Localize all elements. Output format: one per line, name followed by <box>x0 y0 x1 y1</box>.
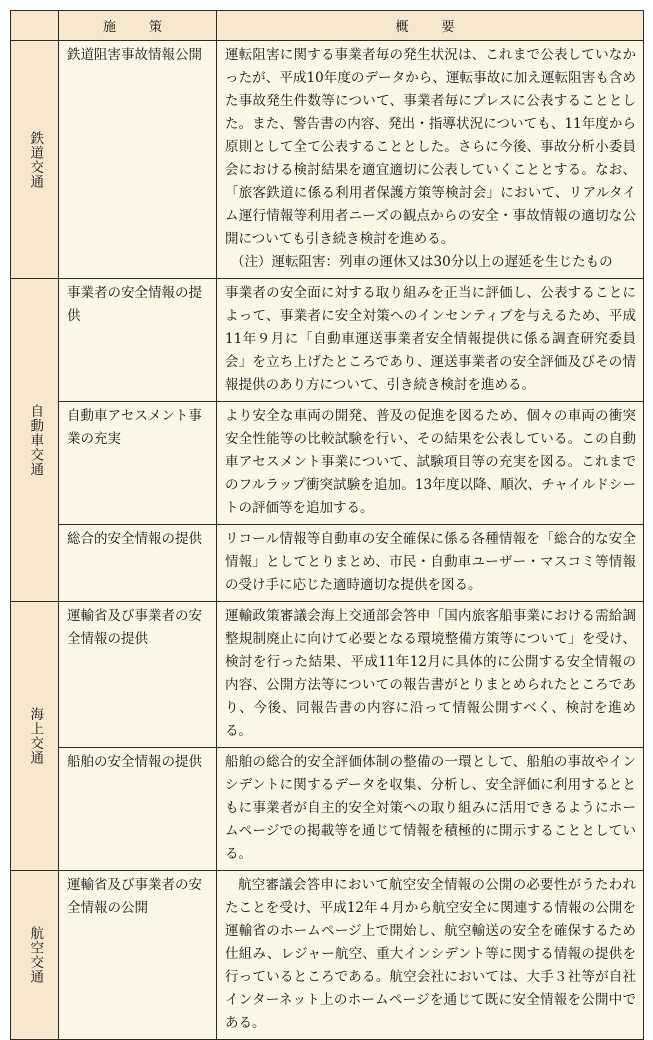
table-row <box>11 602 644 748</box>
summary-text: 船舶の総合的安全評価体制の整備の一環として、船舶の事故やインシデントに関するデータを収集、分析し、安全評価に利用するとともに事業者が自主的安全対策への取り組みに活用できるようにホームページでの掲載等を通じて情報を積極的に開示することとしている。 <box>225 754 636 862</box>
table-row <box>11 279 644 402</box>
summary-text: より安全な車両の開発、普及の促進を図るため、個々の車両の衝突安全性能等の比較試験を行い、その結果を公表している。この自動車アセスメント事業について、試験項目等の充実を図る。これまでのフルラップ衝突試験を追加。13年度以降、順次、チャイルドシートの評価等を追加する。 <box>225 408 636 516</box>
category-cell <box>11 871 59 1040</box>
summary-cell <box>217 279 644 402</box>
summary-cell <box>217 525 644 602</box>
table-row <box>11 525 644 602</box>
summary-text: 運輸政策審議会海上交通部会答申「国内旅客船事業における需給調整規制廃止に向けて必要となる環境整備方策等について」を受け、検討を行った結果、平成11年12月に具体的に公開する安全情報の内容、公開方法等についての報告書がとりまとめられたところであり、今後、同報告書の内容に沿って情報公開すべく、検討を進める。 <box>225 608 636 739</box>
summary-text: 運転阻害に関する事業者毎の発生状況は、これまで公表していなかったが、平成10年度のデータから、運転事故に加え運転阻害も含めた事故発生件数等について、事業者毎にプレスに公表することとした。また、警告書の内容、発出・指導状況についても、11年度から原則として全て公表することとした。さらに今後、事故分析小委員会における検討結果を適宜適切に公表していくこととする。なお、「旅客鉄道に係る利用者保護方策等検討会」において、リアルタイム運行情報等利用者ニーズの観点からの安全・事故情報の適切な公開についても引き続き検討を進める。 <box>225 47 636 247</box>
header-policy: 施 策 <box>59 11 217 41</box>
category-label: 航空交通 <box>27 926 44 984</box>
policy-cell: 運輸省及び事業者の安全情報の公開 <box>59 871 217 1040</box>
policy-cell: 運輸省及び事業者の安全情報の提供 <box>59 602 217 748</box>
header-row <box>11 11 644 41</box>
policy-cell: 事業者の安全情報の提供 <box>59 279 217 402</box>
summary-cell <box>217 748 644 871</box>
safety-info-table <box>10 10 644 1040</box>
table-row <box>11 871 644 1040</box>
table-row <box>11 748 644 871</box>
policy-cell: 自動車アセスメント事業の充実 <box>59 402 217 525</box>
table-row <box>11 402 644 525</box>
category-cell <box>11 41 59 279</box>
summary-cell <box>217 41 644 279</box>
summary-note: （注）運転阻害：列車の運休又は30分以上の遅延を生じたもの <box>231 254 613 270</box>
category-label: 自動車交通 <box>27 403 44 477</box>
summary-cell <box>217 871 644 1040</box>
summary-text: リコール情報等自動車の安全確保に係る各種情報を「総合的な安全情報」としてとりまとめ、市民・自動車ユーザー・マスコミ等情報の受け手に応じた適時適切な提供を図る。 <box>225 531 636 593</box>
category-cell <box>11 279 59 602</box>
category-label: 海上交通 <box>27 707 44 765</box>
policy-cell: 船舶の安全情報の提供 <box>59 748 217 871</box>
category-label: 鉄道交通 <box>27 130 44 189</box>
category-cell <box>11 602 59 871</box>
summary-cell <box>217 602 644 748</box>
table-row <box>11 41 644 279</box>
summary-text: 航空審議会答申において航空安全情報の公開の必要性がうたわれたことを受け、平成12年４月から航空安全に関連する情報の公開を運輸省のホームページ上で開始し、航空輸送の安全を確保するため仕組み、レジャー航空、重大インシデント等に関する情報の提供を行っているところである。航空会社においては、大手３社等が自社インターネット上のホームページを通じて既に安全情報を公開中である。 <box>225 877 636 1031</box>
policy-cell: 総合的安全情報の提供 <box>59 525 217 602</box>
header-summary: 概 要 <box>217 11 644 41</box>
summary-cell <box>217 402 644 525</box>
policy-cell: 鉄道阻害事故情報公開 <box>59 41 217 279</box>
header-category-cell <box>11 11 59 41</box>
summary-text: 事業者の安全面に対する取り組みを正当に評価し、公表することによって、事業者に安全対策へのインセンティブを与えるため、平成11年９月に「自動車運送事業者安全情報提供に係る調査研究委員会」を立ち上げたところであり、運送事業者の安全評価及びその情報提供のあり方について、引き続き検討を進める。 <box>225 285 636 393</box>
